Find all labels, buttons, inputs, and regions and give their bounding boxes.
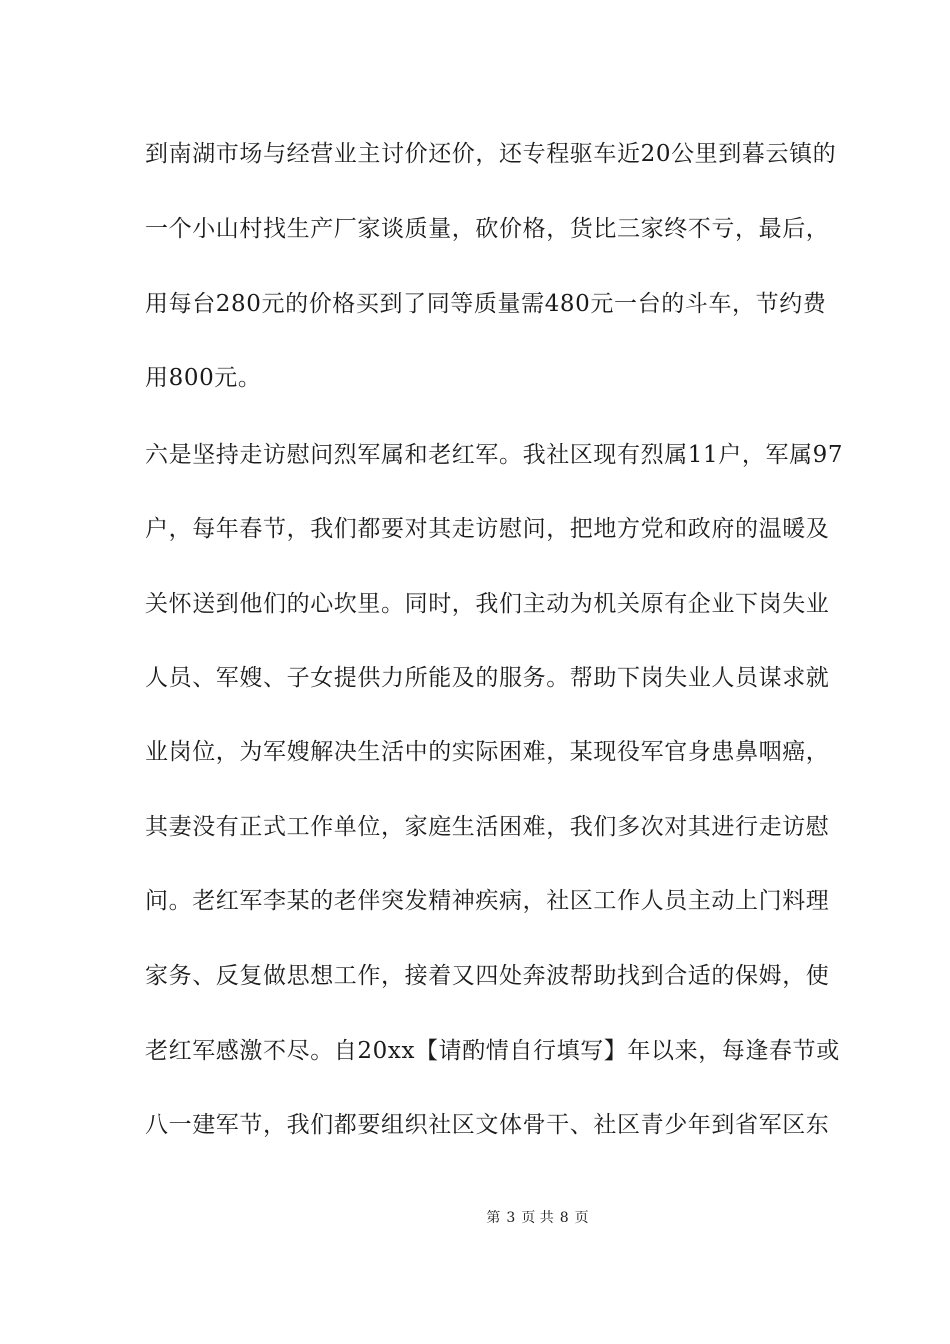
current-page-number: 3: [506, 1210, 516, 1226]
body-text-line: 业岗位，为军嫂解决生活中的实际困难，某现役军官身患鼻咽癌，: [145, 739, 830, 765]
total-pages-number: 8: [559, 1210, 569, 1226]
body-text-line: 到南湖市场与经营业主讨价还价，还专程驱车近20公里到暮云镇的: [145, 141, 837, 167]
body-text-line: 一个小山村找生产厂家谈质量，砍价格，货比三家终不亏，最后，: [145, 216, 830, 242]
body-text-line: 家务、反复做思想工作，接着又四处奔波帮助找到合适的保姆，使: [145, 963, 830, 989]
body-text-line: 人员、军嫂、子女提供力所能及的服务。帮助下岗失业人员谋求就: [145, 665, 830, 691]
page-label-mid: 页 共: [521, 1210, 554, 1226]
body-text-line: 用每台280元的价格买到了同等质量需480元一台的斗车，节约费: [145, 291, 827, 317]
page-label-prefix: 第: [486, 1210, 501, 1226]
page-label-suffix: 页: [574, 1210, 589, 1226]
body-text-line: 其妻没有正式工作单位，家庭生活困难，我们多次对其进行走访慰: [145, 814, 830, 840]
body-text-line: 六是坚持走访慰问烈军属和老红军。我社区现有烈属11户，军属97: [145, 442, 844, 468]
body-text-line: 关怀送到他们的心坎里。同时，我们主动为机关原有企业下岗失业: [145, 591, 830, 617]
body-text-line: 问。老红军李某的老伴突发精神疾病，社区工作人员主动上门料理: [145, 888, 830, 914]
page-footer: [0, 1208, 950, 1228]
body-text-line: 用800元。: [145, 365, 262, 391]
body-text-line: 八一建军节，我们都要组织社区文体骨干、社区青少年到省军区东: [145, 1112, 830, 1138]
body-text-line: 户，每年春节，我们都要对其走访慰问，把地方党和政府的温暖及: [145, 516, 830, 542]
body-text-line: 老红军感激不尽。自20xx【请酌情自行填写】年以来，每逢春节或: [145, 1038, 840, 1064]
